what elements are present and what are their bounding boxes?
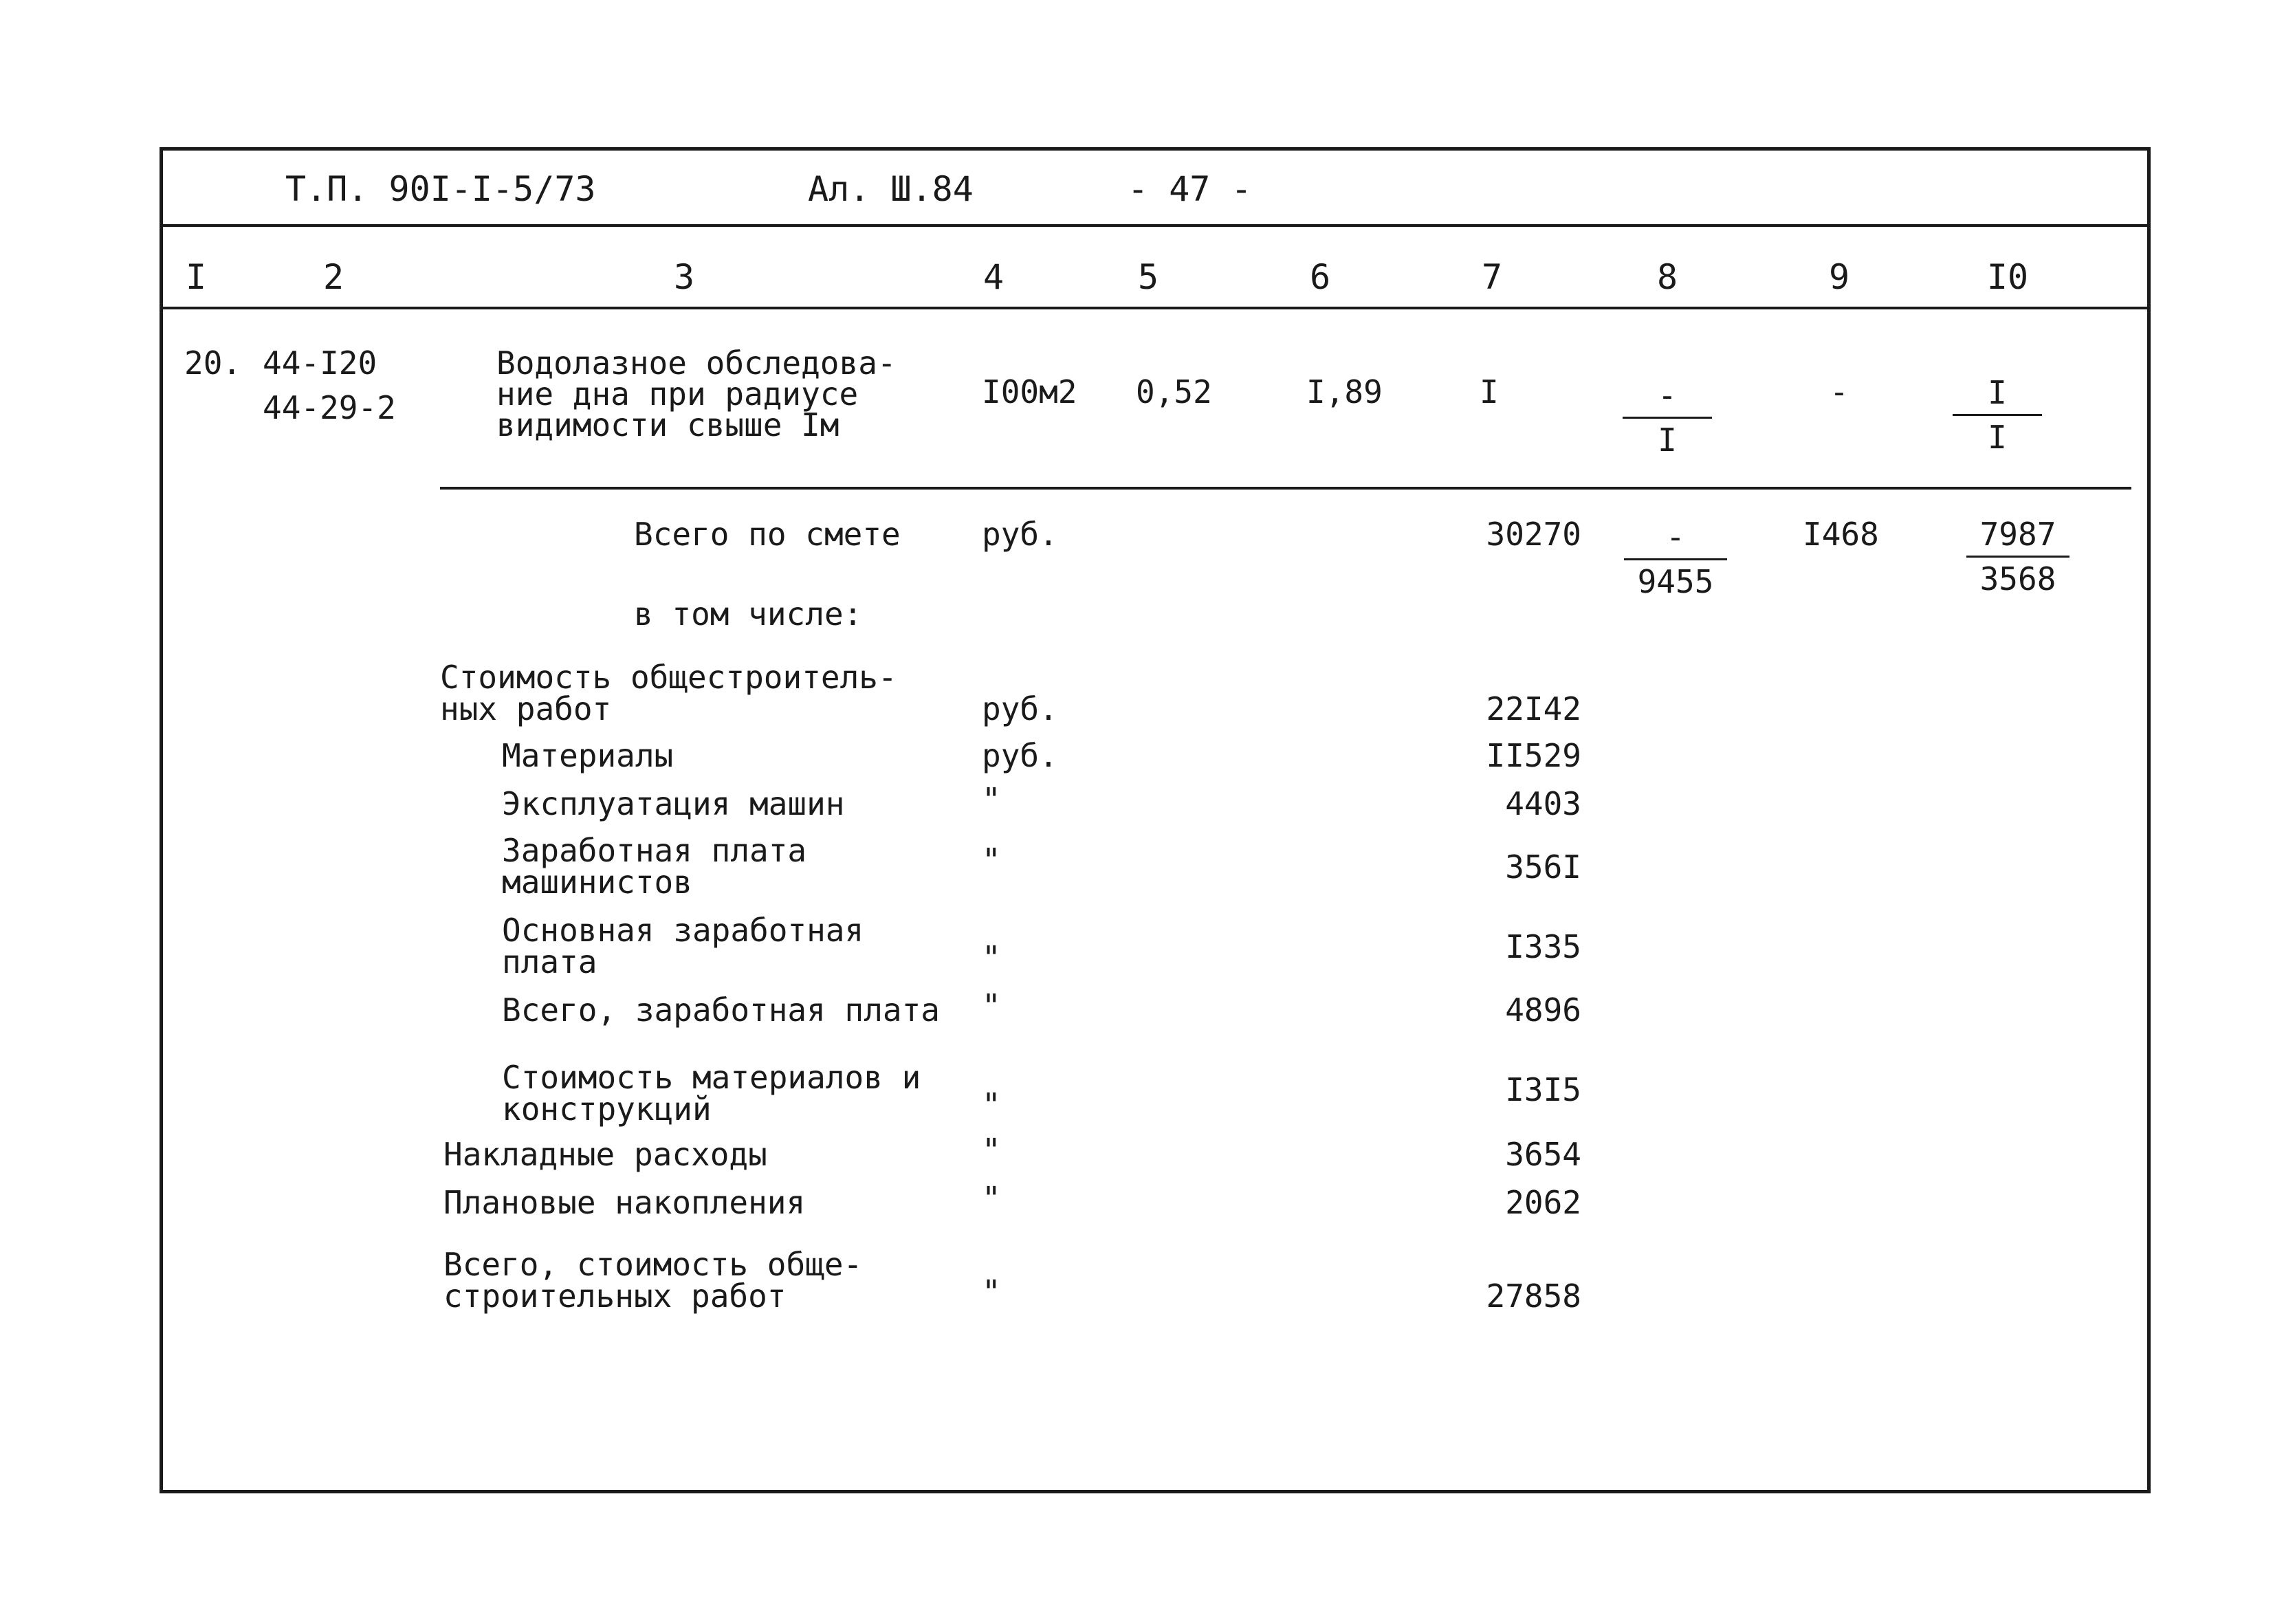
column-header-3: 3 <box>673 257 695 297</box>
header-rule <box>160 224 2151 227</box>
summary-rule <box>440 487 2131 490</box>
column-header-1: I <box>185 257 207 297</box>
item-col9: - <box>1830 373 1849 410</box>
column-header-7: 7 <box>1481 257 1503 297</box>
item-col10-fraction <box>1953 374 2042 456</box>
breakdown-label-cont: строительных работ <box>443 1277 787 1315</box>
summary-total: 30270 <box>1486 516 1581 553</box>
summary-col8-bottom: 9455 <box>1637 563 1714 600</box>
breakdown-unit: " <box>982 1180 1001 1217</box>
summary-col8-fraction <box>1624 518 1727 600</box>
item-number: 20. <box>184 344 242 382</box>
item-description-line-2: ние дна при радиусе <box>496 375 859 413</box>
breakdown-label-cont: ных работ <box>440 690 612 727</box>
column-header-9: 9 <box>1828 257 1850 297</box>
breakdown-value: 4896 <box>1505 991 1581 1029</box>
column-header-8: 8 <box>1656 257 1678 297</box>
column-header-4: 4 <box>982 257 1004 297</box>
breakdown-unit: " <box>982 1273 1001 1310</box>
column-header-6: 6 <box>1309 257 1331 297</box>
item-col8-fraction <box>1623 377 1712 459</box>
item-col8-top: - <box>1623 380 1712 419</box>
item-unit: I00м2 <box>982 373 1077 410</box>
column-header-5: 5 <box>1137 257 1159 297</box>
item-description-line-1: Водолазное обследова- <box>496 344 897 382</box>
breakdown-value: 27858 <box>1486 1277 1581 1315</box>
item-total: I <box>1480 373 1499 410</box>
breakdown-label-cont: машинистов <box>502 864 692 901</box>
breakdown-label: Плановые накопления <box>443 1184 806 1221</box>
item-code-primary: 44-I20 <box>263 344 377 382</box>
summary-col8-top: - <box>1624 521 1727 560</box>
breakdown-unit: " <box>982 842 1001 879</box>
breakdown-label: Заработная плата <box>502 832 807 869</box>
breakdown-unit: " <box>982 781 1001 818</box>
album-number: Ал. Ш.84 <box>808 169 974 209</box>
including-label: в том числе: <box>634 595 863 633</box>
breakdown-value: II529 <box>1486 737 1581 774</box>
summary-unit: руб. <box>982 516 1058 553</box>
breakdown-value: I335 <box>1505 928 1581 965</box>
breakdown-unit: " <box>982 987 1001 1024</box>
breakdown-value: 2062 <box>1505 1184 1581 1221</box>
summary-col10-top: 7987 <box>1966 518 2069 558</box>
item-price: I,89 <box>1306 373 1383 410</box>
breakdown-label: Стоимость материалов и <box>502 1059 921 1096</box>
breakdown-label-cont: плата <box>502 943 597 980</box>
breakdown-label: Всего, заработная плата <box>502 991 940 1029</box>
breakdown-value: 356I <box>1505 848 1581 886</box>
item-description-line-3: видимости свыше Iм <box>496 406 839 443</box>
column-header-2: 2 <box>322 257 344 297</box>
breakdown-label: Эксплуатация машин <box>502 785 845 822</box>
item-col8-bottom: I <box>1658 421 1677 459</box>
summary-label: Всего по смете <box>634 516 901 553</box>
breakdown-value: 22I42 <box>1486 690 1581 727</box>
doc-code: Т.П. 90I-I-5/73 <box>285 169 596 209</box>
breakdown-unit: " <box>982 939 1001 976</box>
breakdown-label: Материалы <box>502 737 674 774</box>
breakdown-label: Основная заработная <box>502 912 864 949</box>
item-quantity: 0,52 <box>1136 373 1212 410</box>
summary-col9: I468 <box>1803 516 1879 553</box>
breakdown-unit: " <box>982 1086 1001 1123</box>
item-col10-bottom: I <box>1988 419 2007 456</box>
summary-col10-bottom: 3568 <box>1979 560 2056 597</box>
breakdown-label: Всего, стоимость обще- <box>443 1246 863 1283</box>
item-code-secondary: 44-29-2 <box>263 389 396 426</box>
page-number: - 47 - <box>1128 169 1252 209</box>
breakdown-unit: руб. <box>982 737 1058 774</box>
breakdown-unit: " <box>982 1132 1001 1169</box>
item-col10-top: I <box>1953 377 2042 416</box>
column-header-10: I0 <box>1986 257 2029 297</box>
breakdown-value: I3I5 <box>1505 1071 1581 1108</box>
column-header-rule <box>160 307 2151 309</box>
summary-col10-fraction <box>1966 518 2069 595</box>
breakdown-value: 3654 <box>1505 1136 1581 1173</box>
breakdown-value: 4403 <box>1505 785 1581 822</box>
breakdown-label-cont: конструкций <box>502 1090 712 1128</box>
breakdown-unit: руб. <box>982 690 1058 727</box>
breakdown-label: Стоимость общестроитель- <box>440 659 897 696</box>
breakdown-label: Накладные расходы <box>443 1136 767 1173</box>
